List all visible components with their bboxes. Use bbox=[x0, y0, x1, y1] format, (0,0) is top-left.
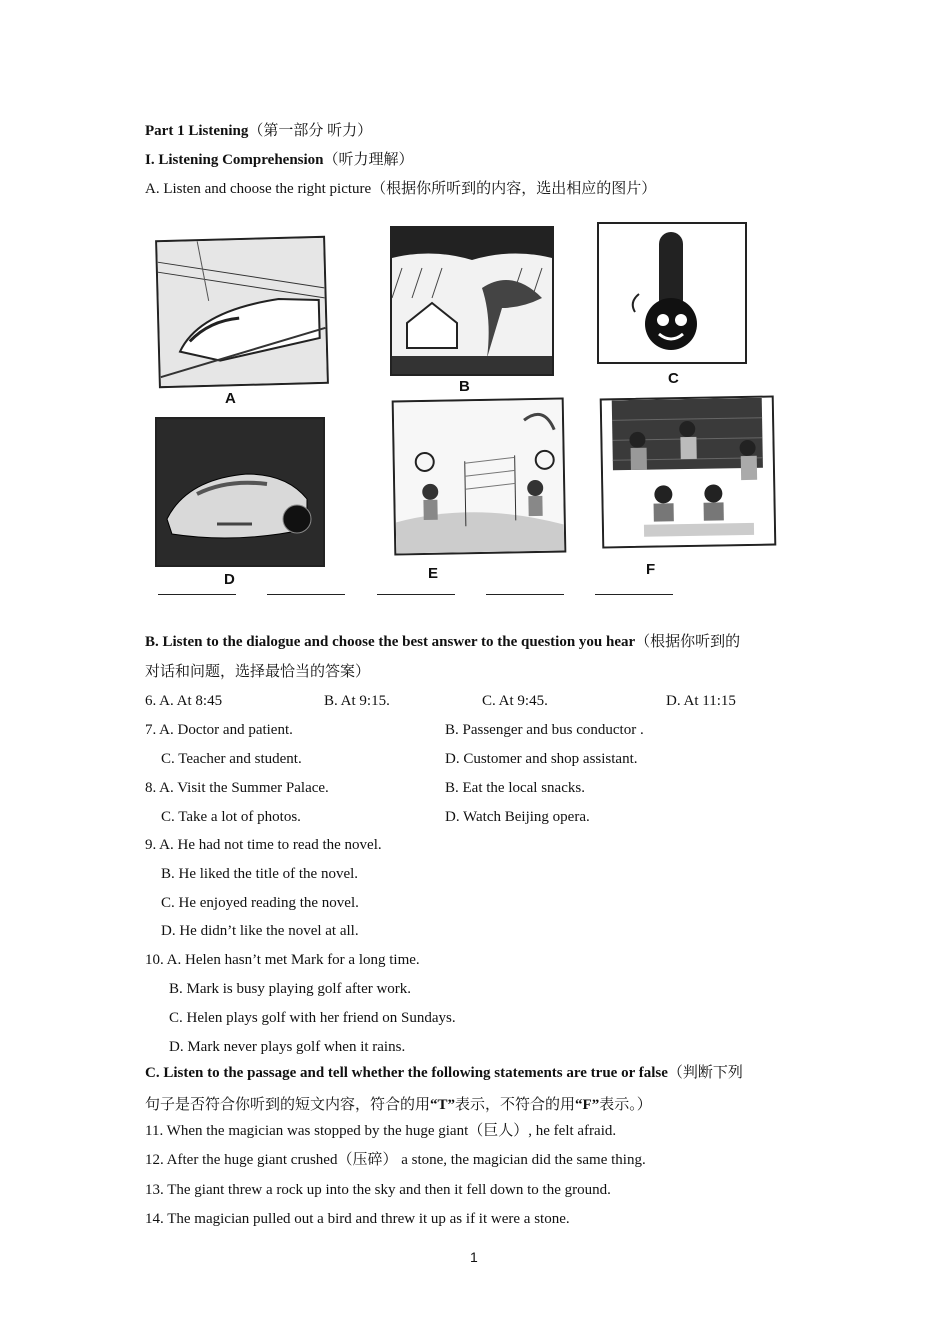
q8-option-a: 8. A. Visit the Summer Palace. bbox=[145, 780, 329, 796]
picture-label-a: A bbox=[225, 390, 236, 407]
sectionB-heading bbox=[145, 633, 740, 651]
q8-option-b: B. Eat the local snacks. bbox=[445, 780, 585, 796]
hot-thermometer-icon bbox=[599, 224, 745, 362]
q6-option-c: C. At 9:45. bbox=[482, 693, 548, 709]
section1-heading bbox=[145, 151, 414, 169]
q10-option-c: C. Helen plays golf with her friend on Sundays. bbox=[169, 1010, 456, 1026]
sectionA-instruction: A. Listen and choose the right picture（根据你所听到的内容，选出相应的图片） bbox=[145, 181, 657, 197]
sectionB-cn1: （根据你听到的 bbox=[635, 634, 741, 650]
picture-label-d: D bbox=[224, 571, 235, 588]
q7-option-d: D. Customer and shop assistant. bbox=[445, 751, 638, 767]
page-number: 1 bbox=[470, 1249, 478, 1265]
sectionC-false-mark: “F” bbox=[575, 1097, 600, 1113]
storm-icon bbox=[392, 228, 552, 374]
section1-cn: （听力理解） bbox=[323, 152, 414, 168]
q7-option-c: C. Teacher and student. bbox=[161, 751, 302, 767]
badminton-kids-icon bbox=[394, 400, 565, 554]
picture-c bbox=[597, 222, 747, 364]
car-icon bbox=[157, 419, 323, 565]
section1-title: I. Listening Comprehension bbox=[145, 152, 324, 168]
answer-blank-3[interactable] bbox=[377, 594, 455, 595]
sectionC-cn2b: 表示，不符合的用 bbox=[455, 1097, 576, 1113]
sectionC-title: C. Listen to the passage and tell whether the following statements are true or false bbox=[145, 1065, 668, 1081]
picture-label-c: C bbox=[668, 370, 679, 387]
q9-option-d: D. He didn’t like the novel at all. bbox=[161, 923, 359, 939]
q9-option-c: C. He enjoyed reading the novel. bbox=[161, 895, 359, 911]
picture-a bbox=[155, 236, 329, 388]
part-heading-title: Part 1 Listening bbox=[145, 123, 249, 139]
sectionC-cn1: （判断下列 bbox=[667, 1065, 743, 1081]
q10-option-b: B. Mark is busy playing golf after work. bbox=[169, 981, 412, 997]
answer-blank-4[interactable] bbox=[486, 594, 564, 595]
sectionC-heading bbox=[145, 1064, 743, 1082]
statement-14: 14. The magician pulled out a bird and threw it up as if it were a stone. bbox=[145, 1211, 570, 1227]
q6-option-d: D. At 11:15 bbox=[666, 693, 736, 709]
picture-d bbox=[155, 417, 325, 567]
q10-option-d: D. Mark never plays golf when it rains. bbox=[169, 1039, 406, 1055]
part-heading-cn: （第一部分 听力） bbox=[248, 123, 373, 139]
q10-option-a: 10. A. Helen hasn’t met Mark for a long time. bbox=[145, 952, 420, 968]
library-kids-icon bbox=[602, 398, 775, 547]
q8-option-d: D. Watch Beijing opera. bbox=[445, 809, 590, 825]
picture-label-e: E bbox=[428, 565, 439, 582]
statement-13: 13. The giant threw a rock up into the sky and then it fell down to the ground. bbox=[145, 1182, 611, 1198]
q7-option-a: 7. A. Doctor and patient. bbox=[145, 722, 293, 738]
q6-option-b: B. At 9:15. bbox=[324, 693, 390, 709]
sectionC-true-mark: “T” bbox=[430, 1097, 456, 1113]
q8-option-c: C. Take a lot of photos. bbox=[161, 809, 301, 825]
answer-blank-2[interactable] bbox=[267, 594, 345, 595]
picture-label-b: B bbox=[459, 378, 470, 395]
answer-blank-5[interactable] bbox=[595, 594, 673, 595]
answer-blank-1[interactable] bbox=[158, 594, 236, 595]
q7-option-b: B. Passenger and bus conductor . bbox=[445, 722, 644, 738]
q9-option-b: B. He liked the title of the novel. bbox=[161, 866, 359, 882]
picture-e bbox=[392, 398, 567, 556]
picture-f bbox=[600, 395, 777, 548]
sectionB-title: B. Listen to the dialogue and choose the best answer to the question you hear bbox=[145, 634, 636, 650]
sectionB-cn2: 对话和问题，选择最恰当的答案） bbox=[145, 664, 371, 680]
q9-option-a: 9. A. He had not time to read the novel. bbox=[145, 837, 382, 853]
picture-b bbox=[390, 226, 554, 376]
picture-label-f: F bbox=[646, 561, 656, 578]
sectionC-cn2c: 表示。） bbox=[599, 1097, 652, 1113]
sectionC-cn2a: 句子是否符合你听到的短文内容，符合的用 bbox=[145, 1097, 431, 1113]
sectionC-instruction bbox=[145, 1096, 652, 1114]
statement-11: 11. When the magician was stopped by the huge giant（巨人）, he felt afraid. bbox=[145, 1123, 617, 1139]
statement-12: 12. After the huge giant crushed（压碎） a stone, the magician did the same thing. bbox=[145, 1152, 646, 1168]
part-heading bbox=[145, 122, 372, 140]
q6-option-a: 6. A. At 8:45 bbox=[145, 693, 223, 709]
high-speed-train-icon bbox=[157, 238, 327, 386]
